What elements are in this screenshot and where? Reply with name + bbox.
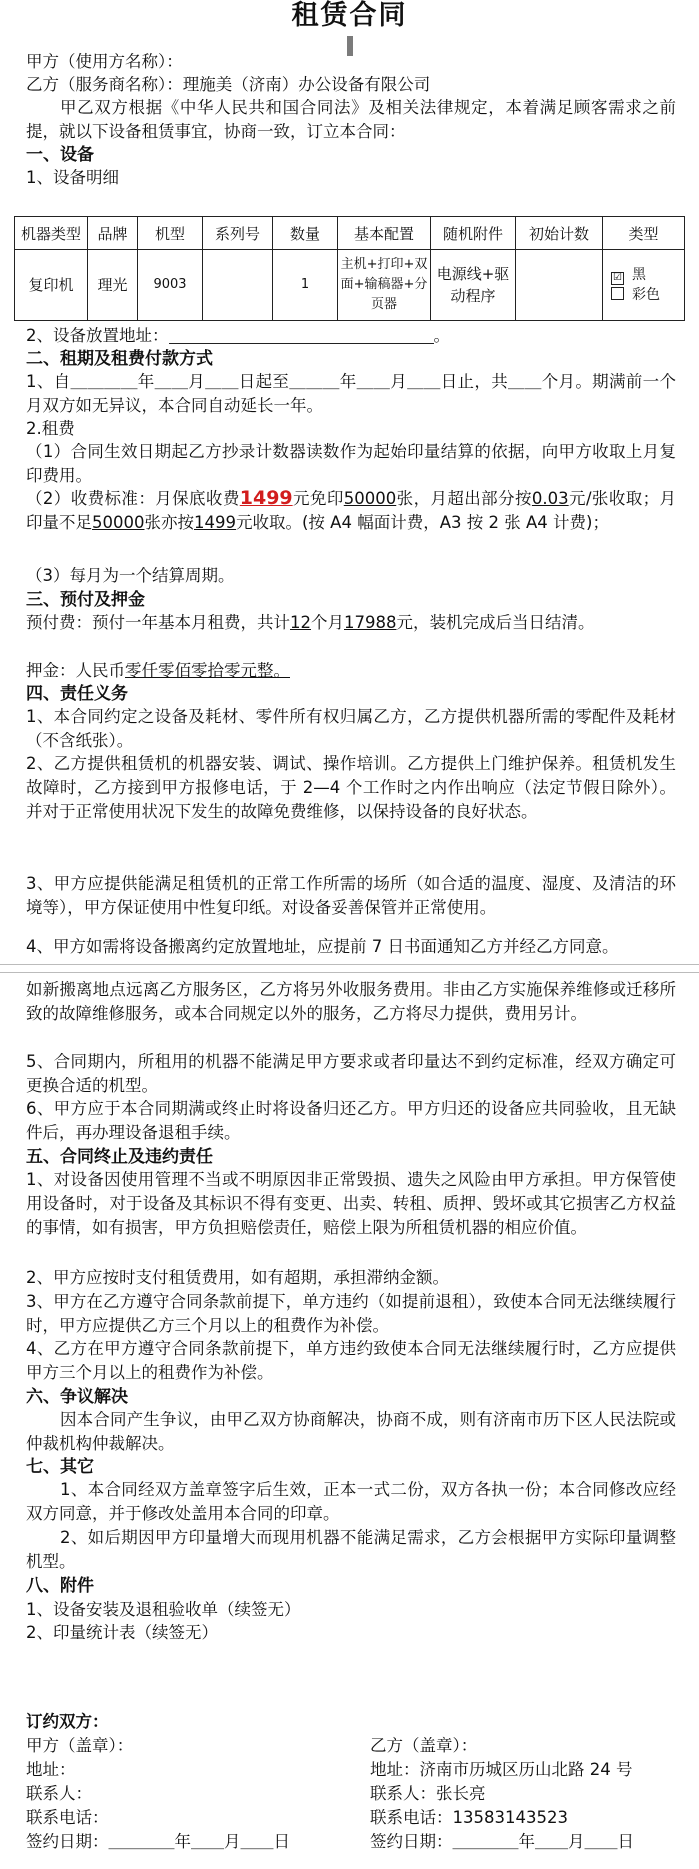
section-8-heading: 八、附件	[26, 1576, 94, 1596]
equipment-table	[14, 216, 685, 321]
over-rate-value: 0.03	[531, 489, 569, 508]
deposit-amount-value: 零仟零佰零拾零元整。	[125, 661, 290, 680]
section-4-heading: 四、责任义务	[26, 684, 128, 704]
option-black-label: 黑	[632, 267, 646, 283]
other-1: 1、本合同经双方盖章签字后生效，正本一式二份，双方各执一份；本合同修改应经双方同意，并于修改处盖用本合同的印章。	[26, 1480, 676, 1523]
fee-standard-paragraph	[26, 486, 676, 535]
party-a-date: 签约日期：＿＿＿＿年＿＿月＿＿日	[26, 1832, 290, 1851]
obligation-6: 6、甲方应于本合同期满或终止时将设备归还乙方。甲方归还的设备应共同验收，且无缺件后，再办理设备退租手续。	[26, 1099, 676, 1142]
preamble: 甲乙双方根据《中华人民共和国合同法》及相关法律规定，本着满足顾客需求之前提，就以下设备租赁事宜，协商一致，订立本合同：	[26, 98, 676, 141]
prepay-months-value: 12	[290, 613, 311, 632]
install-address-label: 2、设备放置地址：	[26, 326, 169, 345]
option-color-label: 彩色	[632, 287, 660, 303]
min-fee-value: 1499	[239, 487, 293, 509]
checked-box-icon: ☑	[611, 272, 624, 285]
attachment-1: 1、设备安装及退租验收单（续签无）	[26, 1600, 301, 1619]
settlement-cycle: （3）每月为一个结算周期。	[26, 566, 235, 585]
cell-type: 复印机	[15, 250, 88, 321]
col-header: 类型	[603, 217, 685, 250]
obligation-4: 4、甲方如需将设备搬离约定放置地址，应提前 7 日书面通知乙方并经乙方同意。	[26, 937, 619, 956]
dispute-paragraph: 因本合同产生争议，由甲乙双方协商解决，协商不成，则有济南市历下区人民法院或仲裁机构仲裁解决。	[26, 1410, 676, 1453]
table-header-row	[15, 217, 685, 250]
cell-accessories: 电源线+驱动程序	[431, 250, 516, 321]
party-b-seal: 乙方（盖章）：	[370, 1736, 478, 1755]
fee-text: 张亦按	[144, 513, 194, 532]
page-break-line	[0, 972, 699, 973]
cell-model: 9003	[138, 250, 203, 321]
fee-text: 张，月超出部分按	[396, 489, 532, 508]
liability-3: 3、甲方在乙方遵守合同条款前提下，单方违约（如提前退租），致使本合同无法继续履行时，甲方应提供乙方三个月以上的租费作为补偿。	[26, 1292, 676, 1335]
rent-basis-paragraph: （1）合同生效日期起乙方抄录计数器读数作为起始印量结算的依据，向甲方收取上月复印费用。	[26, 442, 676, 485]
party-b-address: 地址：济南市历城区历山北路 24 号	[370, 1760, 633, 1779]
fee-text: 元/张收取；月印量不足	[26, 489, 677, 532]
section-1-heading: 一、设备	[26, 145, 94, 165]
option-color	[611, 285, 682, 305]
section-5-heading: 五、合同终止及违约责任	[26, 1147, 213, 1167]
fee-text: 元免印	[292, 489, 344, 508]
section-2-heading: 二、租期及租费付款方式	[26, 349, 213, 369]
col-header: 机型	[138, 217, 203, 250]
party-a-address: 地址：	[26, 1760, 76, 1779]
free-prints-value: 50000	[343, 489, 397, 508]
liability-4: 4、乙方在甲方遵守合同条款前提下，单方违约致使本合同无法继续履行时，乙方应提供甲方三个月以上的租费作为补偿。	[26, 1339, 676, 1382]
party-a-contact: 联系人：	[26, 1784, 92, 1803]
liability-2: 2、甲方应按时支付租赁费用，如有超期，承担滞纳金额。	[26, 1268, 449, 1287]
col-header: 随机附件	[431, 217, 516, 250]
term-paragraph: 1、自＿＿＿＿年＿＿月＿＿日起至＿＿＿年＿＿月＿＿日止，共＿＿个月。期满前一个月双方如无异议，本合同自动延长一年。	[26, 372, 676, 415]
cell-qty: 1	[273, 250, 338, 321]
empty-box-icon	[611, 287, 624, 300]
fee-text: 元收取。(按 A4 幅面计费，A3 按 2 张 A4 计费)；	[236, 513, 609, 532]
cell-initial-count	[516, 250, 603, 321]
section-7-heading: 七、其它	[26, 1457, 94, 1477]
liability-1: 1、对设备因使用管理不当或不明原因非正常毁损、遗失之风险由甲方承担。甲方保管使用设备时，对于设备及其标识不得有变更、出卖、转租、质押、毁坏或其它损害乙方权益的事情，如有损害，甲方负担赔偿责任，赔偿上限为所租赁机器的相应价值。	[26, 1170, 676, 1237]
prepay-text: 个月	[311, 613, 344, 632]
obligation-3: 3、甲方应提供能满足租赁机的正常工作所需的场所（如合适的温度、湿度、及清洁的环境等），甲方保证使用中性复印纸。对设备妥善保管并正常使用。	[26, 874, 676, 917]
prepay-paragraph	[26, 611, 676, 635]
deposit-label: 押金：人民币	[26, 661, 125, 680]
option-black	[611, 265, 682, 285]
other-2: 2、如后期因甲方印量增大而现用机器不能满足需求，乙方会根据甲方实际印量调整机型。	[26, 1528, 676, 1571]
install-address-line	[26, 324, 676, 348]
col-header: 初始计数	[516, 217, 603, 250]
party-b-contact: 联系人：张长亮	[370, 1784, 486, 1803]
prepay-text: 元，装机完成后当日结清。	[396, 613, 595, 632]
prepay-amount-value: 17988	[344, 613, 397, 632]
col-header: 品牌	[88, 217, 138, 250]
cell-brand: 理光	[88, 250, 138, 321]
cell-serial	[203, 250, 273, 321]
col-header: 基本配置	[338, 217, 431, 250]
party-a-seal: 甲方（盖章）：	[26, 1736, 134, 1755]
deposit-line	[26, 659, 676, 683]
install-address-end: 。	[433, 326, 450, 345]
party-a-line: 甲方（使用方名称）：	[26, 52, 183, 71]
obligation-5: 5、合同期内，所租用的机器不能满足甲方要求或者印量达不到约定标准，经双方确定可更换合适的机型。	[26, 1052, 676, 1095]
section-3-heading: 三、预付及押金	[26, 590, 145, 610]
cell-config: 主机+打印+双面+输稿器+分页器	[338, 250, 431, 321]
under-prints-value: 50000	[92, 513, 145, 532]
under-fee-value: 1499	[194, 513, 236, 532]
page-title: 租赁合同	[291, 0, 408, 31]
col-header: 机器类型	[15, 217, 88, 250]
obligation-2: 2、乙方提供租赁机的机器安装、调试、操作培训。乙方提供上门维护保养。租赁机发生故障时，乙方接到甲方报修电话，于 2—4 个工作时之内作出响应（法定节假日除外）。并对于正常使用状况下发生的故障免费维修，以保持设备的良好状态。	[26, 754, 676, 821]
attachment-2: 2、印量统计表（续签无）	[26, 1623, 218, 1642]
obligation-4-continued: 如新搬离地点远离乙方服务区，乙方将另外收服务费用。非由乙方实施保养维修或迁移所致的故障维修服务，或本合同规定以外的服务，乙方将尽力提供，费用另计。	[26, 980, 676, 1023]
party-b-phone: 联系电话：13583143523	[370, 1808, 568, 1827]
cell-kind	[603, 250, 685, 321]
party-a-phone: 联系电话：	[26, 1808, 109, 1827]
table-row	[15, 250, 685, 321]
page-break-divider	[0, 962, 699, 976]
col-header: 数量	[273, 217, 338, 250]
rent-label: 2.租费	[26, 419, 75, 438]
install-address-blank	[169, 326, 434, 344]
fee-text: （2）收费标准：月保底收费	[26, 489, 240, 508]
page-break-line	[0, 964, 699, 965]
party-b-date: 签约日期：＿＿＿＿年＿＿月＿＿日	[370, 1832, 634, 1851]
section-6-heading: 六、争议解决	[26, 1387, 128, 1407]
party-b-line: 乙方（服务商名称）：理施美（济南）办公设备有限公司	[26, 75, 431, 94]
signing-heading: 订约双方：	[26, 1712, 109, 1731]
prepay-text: 预付费：预付一年基本月租费，共计	[26, 613, 290, 632]
col-header: 系列号	[203, 217, 273, 250]
obligation-1: 1、本合同约定之设备及耗材、零件所有权归属乙方，乙方提供机器所需的零配件及耗材（不含纸张）。	[26, 707, 676, 750]
equipment-detail-label: 1、设备明细	[26, 168, 119, 187]
